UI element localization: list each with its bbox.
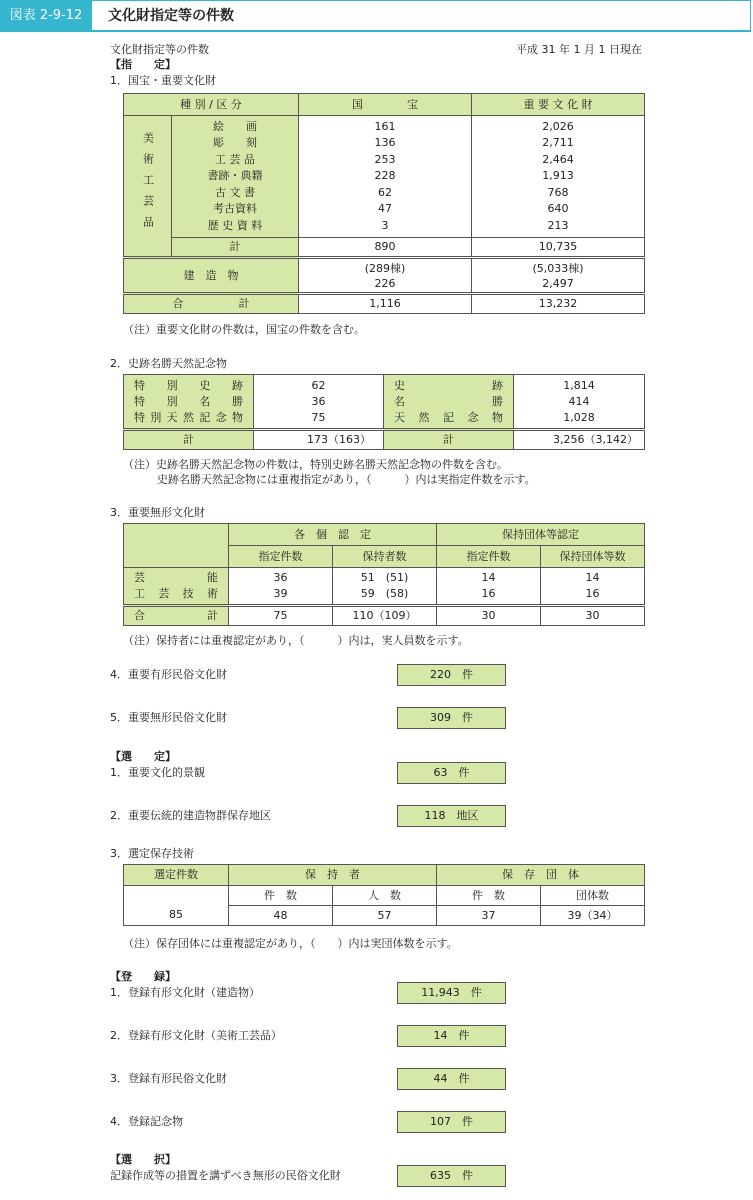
table-cell: 16 bbox=[481, 587, 496, 600]
s4-count: 220 件 bbox=[397, 664, 506, 686]
subtotal-kokuho: 890 bbox=[299, 238, 472, 258]
reg4-title: 4．登録記念物 bbox=[110, 1115, 183, 1128]
table-row-label: 書跡・典籍 bbox=[207, 169, 263, 183]
table-cell: 161 bbox=[374, 119, 396, 133]
s2-note-1: （注）史跡名勝天然記念物の件数は，特別史跡名勝天然記念物の件数を含む。 bbox=[123, 458, 508, 471]
kokuho-values bbox=[299, 116, 472, 238]
conservation-tech-table bbox=[123, 864, 645, 926]
table-row-label: 史 跡 bbox=[394, 378, 503, 392]
reg1-title: 1．登録有形文化財（建造物） bbox=[110, 986, 260, 999]
figure-title: 文化財指定等の件数 bbox=[108, 8, 234, 24]
national-treasure-table bbox=[123, 93, 645, 314]
table-cell: 2,464 bbox=[542, 152, 574, 166]
table-row-label: 歴 史 資 料 bbox=[207, 218, 263, 232]
table-row-label: 工 芸 品 bbox=[215, 152, 255, 166]
table-cell: 253 bbox=[374, 152, 396, 166]
reg3-count: 44 件 bbox=[397, 1068, 506, 1090]
table-cell: 2,026 bbox=[542, 119, 574, 133]
total-regular: 3,256（3,142） bbox=[514, 430, 645, 450]
col-header-kokuho: 国 宝 bbox=[299, 94, 472, 116]
table-cell: 75 bbox=[229, 606, 333, 626]
table-row-label: 考古資料 bbox=[213, 202, 257, 216]
table-cell: 36 bbox=[311, 394, 326, 408]
col-header: 保 持 者 bbox=[229, 865, 437, 886]
choice1-title: 記録作成等の措置を講ずべき無形の民俗文化財 bbox=[110, 1169, 341, 1182]
table-row-label: 名 勝 bbox=[394, 394, 503, 408]
table-cell: 14 bbox=[481, 571, 496, 584]
table-row-label: 彫 刻 bbox=[213, 136, 257, 150]
col-header: 人 数 bbox=[333, 886, 437, 906]
s1-title: 1．国宝・重要文化財 bbox=[110, 74, 216, 87]
reg4-count: 107 件 bbox=[397, 1111, 506, 1133]
total-juyo: 13,232 bbox=[472, 294, 645, 314]
s5-title: 5．重要無形民俗文化財 bbox=[110, 711, 227, 724]
table-row-label: 特別天然記念物 bbox=[134, 410, 243, 424]
table-cell: 30 bbox=[541, 606, 645, 626]
choice1-count: 635 件 bbox=[397, 1165, 506, 1187]
total-label: 計 bbox=[384, 430, 514, 450]
table-cell: 47 bbox=[378, 202, 393, 216]
table-row-label: 絵 画 bbox=[213, 119, 257, 133]
category-labels bbox=[172, 116, 299, 238]
table-cell: 57 bbox=[333, 906, 437, 926]
col-header: 保 存 団 体 bbox=[437, 865, 645, 886]
building-kokuho: (289棟) 226 bbox=[299, 258, 472, 294]
table-cell: 1,814 bbox=[563, 378, 595, 392]
col-header: 保持団体等数 bbox=[541, 546, 645, 568]
table-cell: 228 bbox=[374, 169, 396, 183]
table-cell: 75 bbox=[311, 410, 326, 424]
table-cell: 110（109） bbox=[333, 606, 437, 626]
figure-header bbox=[0, 0, 753, 32]
col-header: 指定件数 bbox=[437, 546, 541, 568]
col-header: 団体数 bbox=[541, 886, 645, 906]
table-cell: 640 bbox=[547, 202, 569, 216]
intro-label: 文化財指定等の件数 bbox=[110, 43, 209, 56]
sel1-count: 63 件 bbox=[397, 762, 506, 784]
sel3-title: 3．選定保存技術 bbox=[110, 847, 194, 860]
intangible-table bbox=[123, 523, 645, 626]
table-cell: 51 (51) bbox=[360, 571, 409, 584]
table-cell: 16 bbox=[585, 587, 600, 600]
table-cell: 37 bbox=[437, 906, 541, 926]
sel2-title: 2．重要伝統的建造物群保存地区 bbox=[110, 809, 271, 822]
table-cell: 3 bbox=[381, 218, 389, 232]
s4-title: 4．重要有形民俗文化財 bbox=[110, 668, 227, 681]
table-cell: 136 bbox=[374, 136, 396, 150]
reg2-title: 2．登録有形文化財（美術工芸品） bbox=[110, 1029, 282, 1042]
s3-note: （注）保持者には重複認定があり，（ ）内は，実人員数を示す。 bbox=[123, 634, 469, 647]
s2-note-2: 史跡名勝天然記念物には重複指定があり，（ ）内は実指定件数を示す。 bbox=[157, 473, 536, 486]
subtotal-label: 計 bbox=[172, 238, 299, 258]
s1-note: （注）重要文化財の件数は，国宝の件数を含む。 bbox=[123, 323, 365, 336]
col-header: 件 数 bbox=[437, 886, 541, 906]
col-header: 保持者数 bbox=[333, 546, 437, 568]
sel1-title: 1．重要文化的景観 bbox=[110, 766, 205, 779]
table-cell: 36 bbox=[273, 571, 288, 584]
table-row-label: 特 別 史 跡 bbox=[134, 378, 243, 392]
s5-count: 309 件 bbox=[397, 707, 506, 729]
table-cell: 39（34） bbox=[541, 906, 645, 926]
as-of-date: 平成 31 年 1 月 1 日現在 bbox=[516, 43, 642, 56]
group-header-individual: 各 個 認 定 bbox=[229, 524, 437, 546]
col-header-category: 種 別 / 区 分 bbox=[124, 94, 299, 116]
col-header-juyo: 重 要 文 化 財 bbox=[472, 94, 645, 116]
historic-sites-table bbox=[123, 374, 645, 450]
col-header: 指定件数 bbox=[229, 546, 333, 568]
table-cell: 2,711 bbox=[542, 136, 574, 150]
group-label-fine-arts: 美術工芸品 bbox=[124, 116, 172, 258]
juyo-values bbox=[472, 116, 645, 238]
table-cell: 59 (58) bbox=[360, 587, 409, 600]
total-kokuho: 1,116 bbox=[299, 294, 472, 314]
group-header-organization: 保持団体等認定 bbox=[437, 524, 645, 546]
table-cell: 30 bbox=[437, 606, 541, 626]
table-cell: 62 bbox=[311, 378, 326, 392]
total-label: 合 計 bbox=[124, 294, 299, 314]
sel2-count: 118 地区 bbox=[397, 805, 506, 827]
building-juyo: (5,033棟) 2,497 bbox=[472, 258, 645, 294]
total-special: 173（163） bbox=[254, 430, 384, 450]
section-selection: 【選 定】 bbox=[110, 750, 176, 763]
table-row-label: 天 然 記 念 物 bbox=[394, 410, 503, 424]
total-label: 計 bbox=[124, 430, 254, 450]
sel3-note: （注）保存団体には重複認定があり，（ ）内は実団体数を示す。 bbox=[123, 937, 458, 950]
table-cell: 85 bbox=[124, 886, 229, 926]
table-cell: 62 bbox=[378, 185, 393, 199]
table-cell: 213 bbox=[547, 218, 569, 232]
reg3-title: 3．登録有形民俗文化財 bbox=[110, 1072, 227, 1085]
subtotal-juyo: 10,735 bbox=[472, 238, 645, 258]
table-row-label: 特 別 名 勝 bbox=[134, 394, 243, 408]
table-cell: 768 bbox=[547, 185, 569, 199]
col-header: 件 数 bbox=[229, 886, 333, 906]
col-header: 選定件数 bbox=[124, 865, 229, 886]
section-choice: 【選 択】 bbox=[110, 1153, 176, 1166]
building-label: 建 造 物 bbox=[124, 258, 299, 294]
table-cell: 14 bbox=[585, 571, 600, 584]
table-row-label: 芸 能 bbox=[134, 571, 218, 584]
table-cell: 414 bbox=[568, 394, 590, 408]
s3-title: 3．重要無形文化財 bbox=[110, 506, 205, 519]
table-row-label: 古 文 書 bbox=[215, 185, 255, 199]
s2-title: 2．史跡名勝天然記念物 bbox=[110, 357, 227, 370]
total-label: 合 計 bbox=[134, 609, 218, 622]
section-registration: 【登 録】 bbox=[110, 970, 176, 983]
table-cell: 48 bbox=[229, 906, 333, 926]
figure-number-tag: 図表 2-9-12 bbox=[0, 0, 92, 32]
table-cell: 1,028 bbox=[563, 410, 595, 424]
reg2-count: 14 件 bbox=[397, 1025, 506, 1047]
section-designation: 【指 定】 bbox=[110, 58, 176, 71]
table-cell: 1,913 bbox=[542, 169, 574, 183]
reg1-count: 11,943 件 bbox=[397, 982, 506, 1004]
table-cell: 39 bbox=[273, 587, 288, 600]
table-row-label: 工 芸 技 術 bbox=[134, 587, 218, 600]
